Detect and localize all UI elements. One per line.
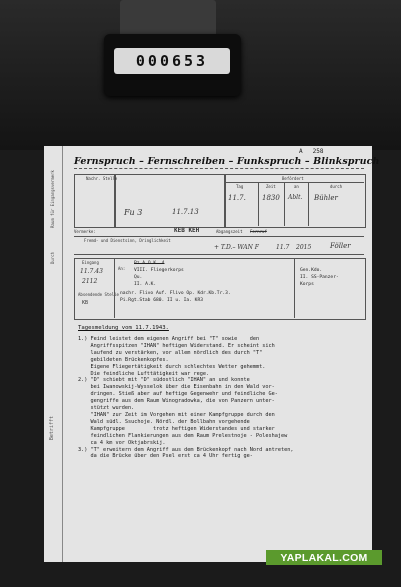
page-counter — [104, 34, 241, 96]
routing-line-1: VIII. Fliegerkorps — [134, 268, 184, 273]
befoerdert-divider — [224, 182, 364, 183]
body-line: Eigene Fliegertätigkeit durch schlechtes Wetter gehemmt. — [78, 363, 266, 370]
befoerdert-an: Ablt. — [288, 194, 303, 201]
nachr-stelle-box — [74, 174, 116, 228]
heading-underline — [74, 168, 364, 169]
destination-1: Gen.Kdo. — [300, 268, 323, 273]
body-line: stützt wurden. — [78, 405, 135, 412]
body-line: Angriffsspitzen "IHAN" heftigen Widerstand. Er scheint sich — [78, 342, 275, 349]
abgangszeit-value: Fernruf — [250, 229, 267, 234]
stelle-value-2: 11.7.13 — [172, 208, 199, 216]
abgangszeit-label: Abgangszeit — [216, 229, 243, 234]
eingang-time: 2112 — [82, 278, 98, 285]
margin-side-note: Durch — [50, 251, 55, 264]
document-number: A 258 — [299, 148, 324, 155]
col-divider — [308, 182, 309, 226]
col-an: an — [294, 184, 299, 189]
eingang-label: Eingang — [82, 260, 99, 265]
fremd-mid: 11.7 — [276, 244, 290, 251]
col-zeit: Zeit — [266, 184, 276, 189]
befoerdert-tag: 11.7. — [228, 194, 246, 202]
an-label: An: — [118, 266, 126, 271]
vermerke-label: Vermerke: — [74, 229, 96, 234]
margin-note: Raum für Eingangsvermerk — [50, 170, 55, 228]
routing-divider — [294, 258, 295, 318]
telegram-form — [44, 146, 380, 562]
destination-3: Korps — [300, 282, 314, 287]
body-line: feindlichen Flankierungen aus dem Raum Prelestnoje - Poleshajew — [78, 432, 288, 439]
befoerdert-zeit: 1830 — [262, 194, 280, 202]
fremd-name: Föller — [330, 242, 351, 250]
body-line: Die feindliche Lufttätigkeit war rege. — [78, 370, 210, 377]
betrifft-side-label: Betrifft — [49, 416, 55, 441]
stelle-value-1: Fu 3 — [124, 208, 143, 217]
routing-line-2: Qu. — [134, 275, 143, 280]
nachr-stelle-label: Nachr. Stelle — [86, 176, 118, 181]
number-box — [114, 174, 226, 228]
row-divider — [74, 254, 364, 255]
body-line: Wald südl. Ssuchoje. Nördl. der Bollbahn vorgehende — [78, 418, 250, 425]
col-divider — [284, 182, 285, 226]
befoerdert-durch: Bühler — [314, 194, 338, 202]
an-value: Pz.A.O.K. 4 — [134, 261, 165, 266]
absendende-stelle-value: KB — [82, 300, 89, 306]
fremd-label: Fremd- und Dienstsinn, Dringlichkeit — [84, 238, 171, 243]
routing-line-4: nachr. Flivo Auf. Flivo Op. Kdr.Kb.Tr.3. — [120, 291, 231, 296]
body-line: ca 4 km vor Oktjabrskij. — [78, 439, 166, 446]
body-line: gebildeten Brückenkopfes. — [78, 356, 169, 363]
fremd-time: 2015 — [296, 244, 312, 251]
body-line: gengriffe aus dem Raum Winogradowka, die von Panzern unter- — [78, 398, 275, 405]
watermark: YAPLAKAL.COM — [266, 550, 382, 565]
absendende-stelle-label: Absendende Stelle — [78, 292, 119, 297]
row-divider — [74, 236, 364, 237]
befoerdert-label: Befördert — [282, 176, 304, 181]
routing-divider — [114, 258, 115, 318]
destination-2: II. SS-Panzer- — [300, 275, 339, 280]
routing-line-3: II. A.K. — [134, 282, 157, 287]
eingang-date: 11.7.43 — [80, 268, 103, 275]
col-tag: Tag — [236, 184, 244, 189]
routing-line-5: Pi.Rgt.Stab 680. II u. Ia. KR3 — [120, 298, 203, 303]
body-line: Kampfgruppe trotz heftigen Widerstandes und starker — [78, 425, 275, 432]
col-durch: durch — [330, 184, 343, 189]
body-line: da die Brücke über den Psel erst ca 4 Uhr fertig ge- — [78, 453, 253, 460]
body-line: bei Iwanowskij-Wysselok über die Eisenbahn in den Wald vor- — [78, 384, 275, 391]
body-line: 3.) "T" erweitern dem Angriff aus dem Brückenkopf nach Nord antreten, — [78, 446, 294, 453]
col-divider — [258, 182, 259, 226]
body-line: 1.) Feind leistet dem eigenen Angriff bei "T" sowie den — [78, 336, 260, 342]
body-line: dringen. Stieß aber auf heftige Gegenwehr und feindliche Ge- — [78, 391, 278, 398]
body-line: "IHAN" zur Zeit im Vorgehen mit einer Kampfgruppe durch den — [78, 411, 275, 418]
counter-digits: 000653 — [114, 48, 230, 74]
report-subject: Tagesmeldung vom 11.7.1943. — [78, 325, 169, 331]
body-line: laufend zu verstärken, vor allem nördlich des durch "T" — [78, 349, 263, 356]
report-body — [78, 336, 368, 460]
vermerke-stamp: KEB KEH — [174, 227, 200, 234]
form-heading: Fernspruch – Fernschreiben – Funkspruch – Blinkspruch — [74, 156, 380, 167]
fremd-value: + T.D.– WAN F — [214, 244, 259, 251]
body-line: 2.) "D" schiebt mit "D" südostlich "IHAN" an und konnte — [78, 377, 250, 384]
